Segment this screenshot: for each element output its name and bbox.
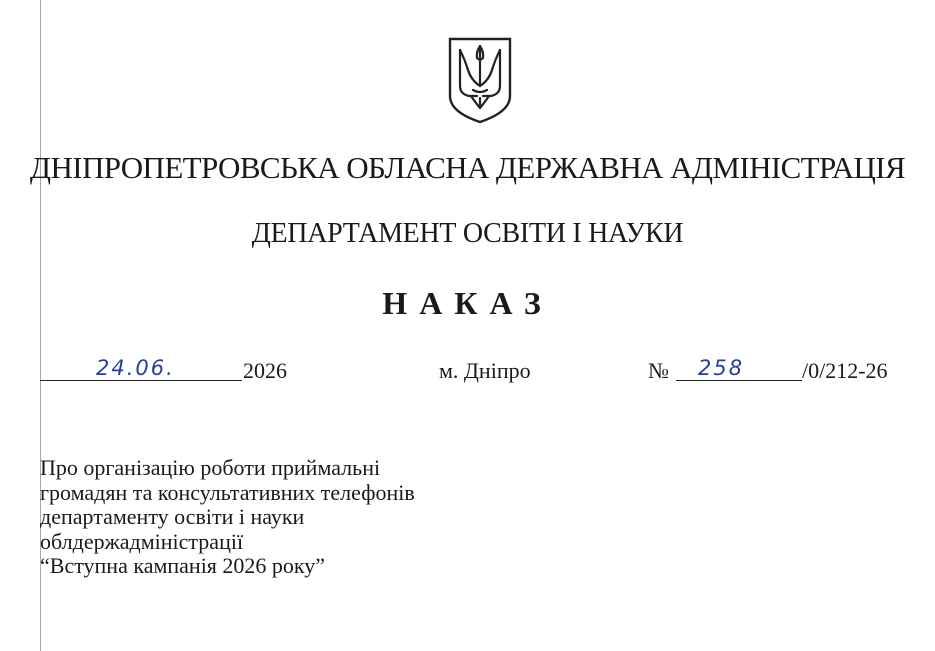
subject-line: “Вступна кампанія 2026 року” — [40, 553, 326, 578]
order-subject — [40, 456, 560, 579]
date-underline — [40, 380, 242, 381]
number-sign: № — [648, 358, 669, 383]
date-year: 2026 — [243, 358, 287, 383]
subject-line: громадян та консультативних телефонів — [40, 479, 415, 505]
number-suffix: /0/212-26 — [802, 358, 888, 383]
department-title: ДЕПАРТАМЕНТ ОСВІТИ І НАУКИ — [251, 218, 684, 249]
organization-title: ДНІПРОПЕТРОВСЬКА ОБЛАСНА ДЕРЖАВНА АДМІНІСТРАЦІЯ — [29, 150, 906, 185]
coat-of-arms-icon — [447, 36, 513, 124]
city-name: м. Дніпро — [439, 358, 531, 383]
document-type-title: НАКАЗ — [382, 285, 553, 321]
handwritten-number: 258 — [698, 356, 745, 380]
subject-line: департаменту освіти і науки — [40, 504, 305, 529]
handwritten-date: 24.06. — [96, 356, 175, 380]
number-underline — [676, 380, 802, 381]
document-meta-row — [0, 358, 935, 398]
subject-line: Про організацію роботи приймальні — [40, 455, 381, 480]
subject-line: облдержадміністрації — [40, 528, 244, 554]
